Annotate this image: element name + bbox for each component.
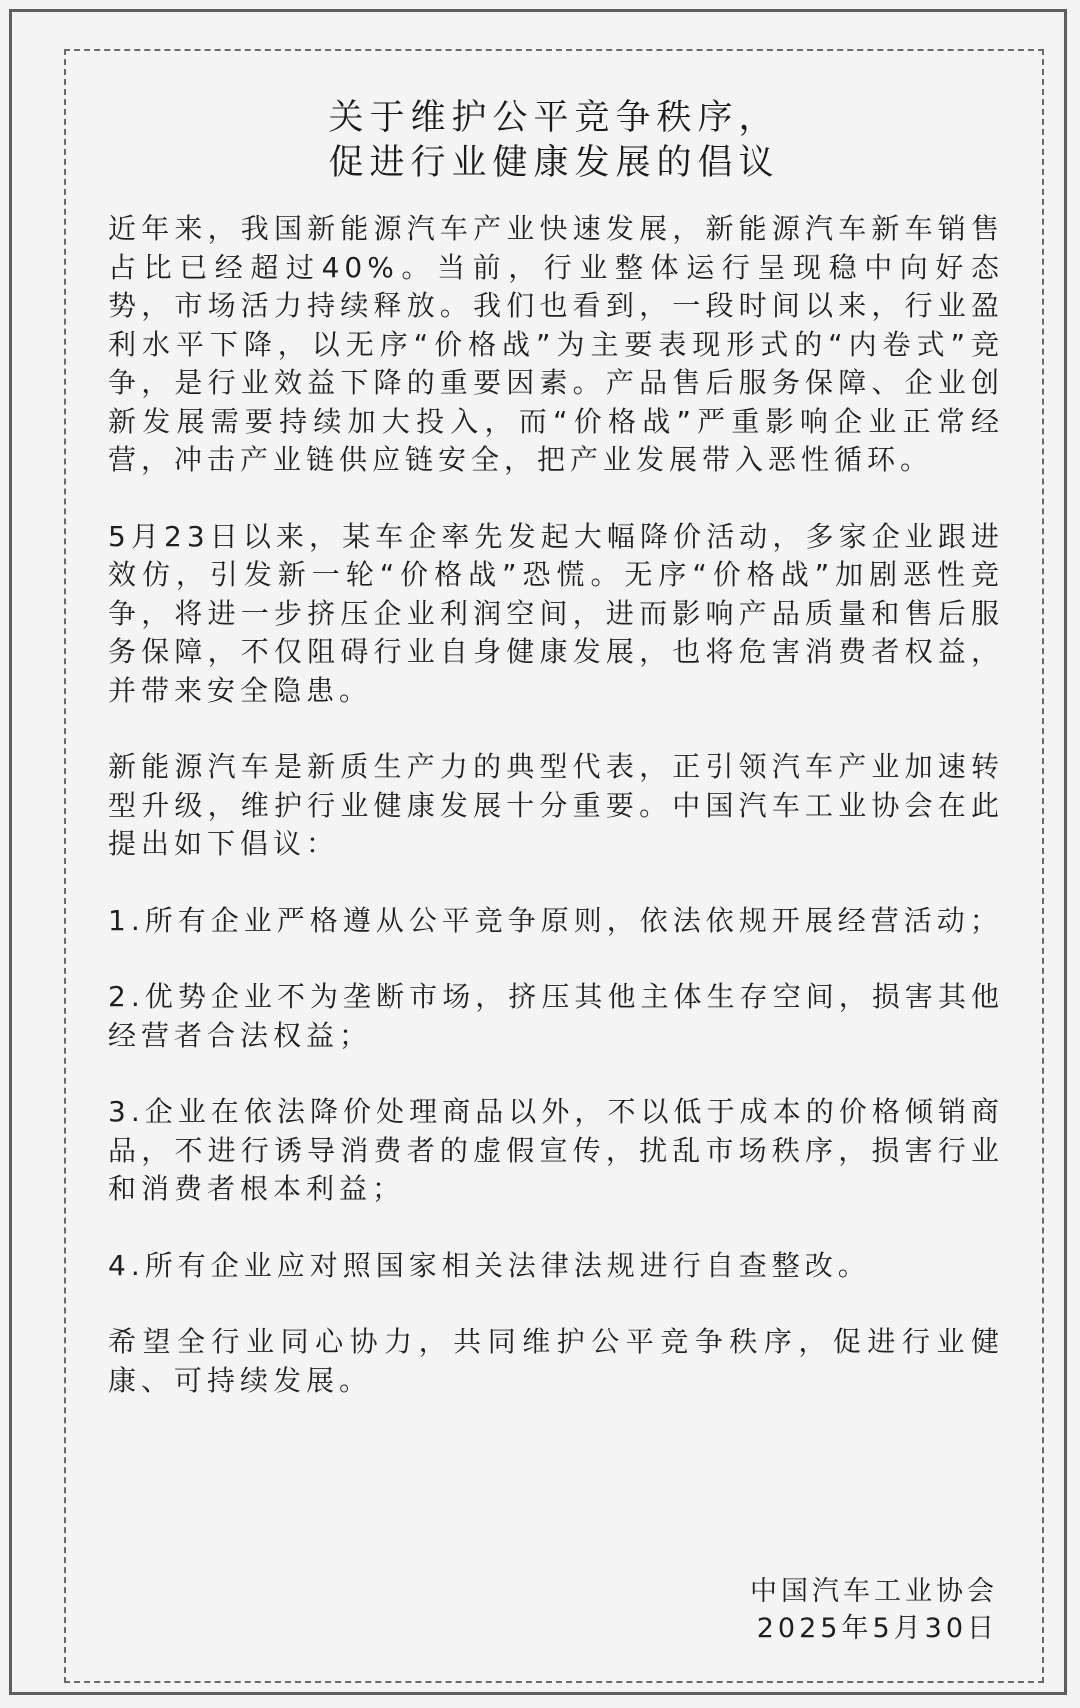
signature-block bbox=[750, 1573, 998, 1647]
proposal-item-4: 4.所有企业应对照国家相关法律法规进行自查整改。 bbox=[108, 1248, 871, 1282]
document-title bbox=[66, 96, 1042, 186]
signature-organization: 中国汽车工业协会 bbox=[750, 1576, 998, 1607]
paragraph-closing: 希望全行业同心协力，共同维护公平竞争秩序，促进行业健康、可持续发展。 bbox=[108, 1325, 1004, 1397]
title-line-2: 促进行业健康发展的倡议 bbox=[328, 143, 780, 183]
dashed-inner-border bbox=[64, 49, 1044, 1683]
title-line-1: 关于维护公平竞争秩序， bbox=[328, 98, 780, 138]
outer-border bbox=[9, 9, 1067, 1695]
paragraph-proposal: 新能源汽车是新质生产力的典型代表，正引领汽车产业加速转型升级，维护行业健康发展十分重要。中国汽车工业协会在此提出如下倡议： bbox=[108, 750, 1004, 860]
paragraph-price-war: 5月23日以来，某车企率先发起大幅降价活动，多家企业跟进效仿，引发新一轮“价格战”恐慌。无序“价格战”加剧恶性竞争，将进一步挤压企业利润空间，进而影响产品质量和售后服务保障，不仅阻碍行业自身健康发展，也将危害消费者权益，并带来安全隐患。 bbox=[108, 519, 1004, 707]
proposal-item-3: 3.企业在依法降价处理商品以外，不以低于成本的价格倾销商品，不进行诱导消费者的虚假宣传，扰乱市场秩序，损害行业和消费者根本利益； bbox=[108, 1095, 1004, 1205]
document-body bbox=[108, 210, 1004, 1400]
paragraph-intro: 近年来，我国新能源汽车产业快速发展，新能源汽车新车销售占比已经超过40%。当前，行业整体运行呈现稳中向好态势，市场活力持续释放。我们也看到，一段时间以来，行业盈利水平下降，以无序“价格战”为主要表现形式的“内卷式”竞争，是行业效益下降的重要因素。产品售后服务保障、企业创新发展需要持续加大投入，而“价格战”严重影响企业正常经营，冲击产业链供应链安全，把产业发展带入恶性循环。 bbox=[108, 212, 1004, 476]
proposal-item-2: 2.优势企业不为垄断市场，挤压其他主体生存空间，损害其他经营者合法权益； bbox=[108, 980, 1004, 1052]
signature-date: 2025年5月30日 bbox=[756, 1613, 998, 1644]
proposal-item-1: 1.所有企业严格遵从公平竞争原则，依法依规开展经营活动； bbox=[108, 903, 1003, 937]
